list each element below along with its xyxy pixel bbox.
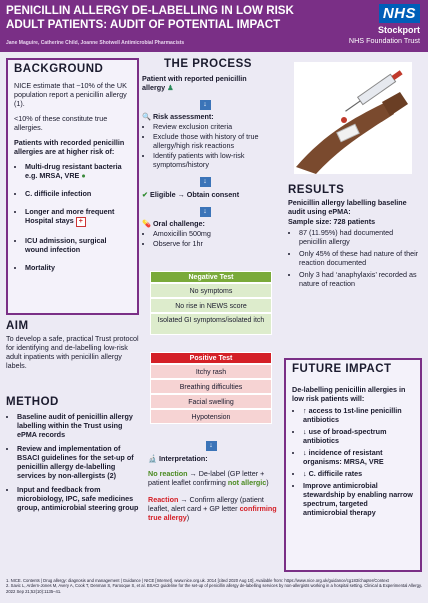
arrow-down-icon: ↓ bbox=[200, 177, 211, 187]
poster-title bbox=[6, 4, 356, 32]
future-item: • Improve antimicrobial stewardship by enabling narrow spectrum, targeted antimicrobial therapy bbox=[303, 481, 414, 517]
check-icon: ✔ bbox=[142, 190, 149, 199]
person-icon: ♟ bbox=[167, 83, 174, 92]
future-item: • ↓ C. difficile rates bbox=[303, 469, 414, 478]
risk-assessment-item: • Identify patients with low-risk symptoms/history bbox=[153, 151, 275, 169]
risk-item: • Longer and more frequent Hospital stays + bbox=[25, 207, 131, 227]
future-item: • ↑ access to 1st-line penicillin antibiotics bbox=[303, 406, 414, 424]
method-item: • Review and implementation of BSACI guidelines for the set-up of penicillin allergy de-labelling services by non-allergists (2) bbox=[17, 444, 142, 480]
results-item: • Only 3 had ‘anaphylaxis’ recorded as nature of reaction bbox=[299, 270, 420, 288]
negative-test-table bbox=[150, 271, 272, 335]
title-line-1: PENICILLIN ALLERGY DE-LABELLING IN LOW RISK bbox=[6, 4, 294, 17]
oral-challenge-title: 💊 Oral challenge: bbox=[142, 219, 205, 228]
no-reaction-outcome: No reaction → De-label (GP letter + patient leaflet confirming not allergic) bbox=[148, 469, 269, 487]
method-item: • Input and feedback from microbiology, IPC, safe medicines group, antimicrobial steering group bbox=[17, 485, 142, 512]
results-heading: RESULTS bbox=[288, 184, 345, 196]
org-subtitle: NHS Foundation Trust bbox=[348, 36, 420, 45]
future-intro: De-labelling penicillin allergies in low risk patients will: bbox=[292, 385, 406, 403]
future-item: • ↓ use of broad-spectrum antibiotics bbox=[303, 427, 414, 445]
microscope-icon: 🔬 bbox=[148, 454, 157, 463]
background-para-2: <10% of these constitute true allergies. bbox=[14, 114, 108, 132]
background-para-3: Patients with recorded penicillin allergies are at higher risk of: bbox=[14, 138, 125, 156]
risk-item: • ICU admission, surgical wound infection bbox=[25, 236, 131, 254]
arm-syringe-image bbox=[286, 62, 420, 174]
future-heading: FUTURE IMPACT bbox=[292, 363, 392, 375]
reference-item: 2. Savic L, Ardern-Jones M, Avery A, Cook T, Denman S, Farooque S, et al. BSACI guideline for the set-up of penicillin allergy de-labelling services by non-allergists working in a hospital setting. Clinical & Experimental Allergy. 2022 Sep 21;52(10):1135–41. bbox=[6, 583, 422, 594]
positive-test-row: Breathing difficulties bbox=[150, 379, 272, 394]
aim-heading: AIM bbox=[6, 320, 29, 332]
background-para-1: NICE estimate that ~10% of the UK population report a penicillin allergy (1). bbox=[14, 81, 127, 108]
method-section bbox=[6, 396, 142, 515]
future-item: • ↓ incidence of resistant organisms: MRSA, VRE bbox=[303, 448, 414, 466]
risk-assessment-list bbox=[142, 122, 275, 169]
negative-test-header: Negative Test bbox=[150, 271, 272, 283]
process-section bbox=[142, 58, 286, 249]
positive-test-row: Hypotension bbox=[150, 409, 272, 424]
risk-assessment-title: 🔍 Risk assessment: bbox=[142, 112, 214, 121]
risk-item: • C. difficile infection bbox=[25, 189, 131, 198]
interpretation-title: 🔬 Interpretation: bbox=[148, 454, 208, 463]
method-heading: METHOD bbox=[6, 396, 59, 408]
negative-test-row: No rise in NEWS score bbox=[150, 298, 272, 313]
background-heading: BACKGROUND bbox=[14, 63, 104, 75]
background-box bbox=[6, 58, 139, 315]
eligible-step: ✔ Eligible → Obtain consent bbox=[142, 190, 240, 199]
magnifier-icon: 🔍 bbox=[142, 112, 151, 121]
positive-test-header: Positive Test bbox=[150, 352, 272, 364]
pill-icon: 💊 bbox=[142, 219, 151, 228]
arrow-down-icon: ↓ bbox=[206, 441, 217, 451]
oral-challenge-item: • Observe for 1hr bbox=[153, 239, 286, 248]
oral-challenge-list bbox=[142, 229, 286, 248]
aim-section bbox=[6, 320, 142, 370]
future-list bbox=[292, 406, 414, 517]
reference-item: 1. NICE. Contents | Drug allergy: diagnosis and management | Guidance | NICE [Internet]. www.nice.org.uk. 2014 [cited 2020 Aug 10]. Available from: https://www.nice.org.uk/guidance/cg183/chapter/Context bbox=[6, 578, 389, 583]
references bbox=[6, 578, 422, 594]
results-intro: Penicillin allergy labelling baseline audit using ePMA: bbox=[288, 198, 407, 216]
negative-test-row: No symptoms bbox=[150, 283, 272, 298]
positive-test-row: Itchy rash bbox=[150, 364, 272, 379]
reaction-outcome: Reaction → Confirm allergy (patient leaflet, alert card + GP letter confirming true allergy) bbox=[148, 495, 277, 522]
arrow-down-icon: ↓ bbox=[200, 207, 211, 217]
positive-test-table bbox=[150, 352, 272, 424]
arrow-down-icon: ↓ bbox=[200, 100, 211, 110]
risk-assessment-item: • Exclude those with history of true allergy/high risk reactions bbox=[153, 132, 275, 150]
positive-test-row: Facial swelling bbox=[150, 394, 272, 409]
results-item: • 87 (11.95%) had documented penicillin allergy bbox=[299, 228, 420, 246]
aim-text: To develop a safe, practical Trust protocol for identifying and de-labelling low-risk adult inpatients with penicillin allergy labels. bbox=[6, 334, 139, 370]
oral-challenge-item: • Amoxicillin 500mg bbox=[153, 229, 286, 238]
results-item: • Only 45% of these had nature of their reaction documented bbox=[299, 249, 420, 267]
risk-list bbox=[14, 162, 131, 272]
future-impact-box bbox=[284, 358, 422, 572]
bacteria-icon: ● bbox=[81, 171, 86, 180]
org-name: Stockport bbox=[377, 25, 420, 35]
risk-item: • Multi-drug resistant bacteria e.g. MRSA, VRE ● bbox=[25, 162, 131, 180]
hospital-icon: + bbox=[76, 217, 86, 227]
method-item: • Baseline audit of penicillin allergy labelling within the Trust using ePMA records bbox=[17, 412, 142, 439]
nhs-logo: NHS bbox=[379, 4, 420, 23]
interpretation-section bbox=[148, 434, 278, 522]
risk-item: • Mortality bbox=[25, 263, 131, 272]
authors: Jane Maguire, Catherine Child, Joanne Shotwell Antimicrobial Pharmacists bbox=[6, 40, 185, 46]
results-section bbox=[288, 184, 420, 291]
method-list bbox=[6, 412, 142, 512]
process-start: Patient with reported penicillin allergy ♟ bbox=[142, 74, 247, 92]
results-list bbox=[288, 228, 420, 288]
process-heading: THE PROCESS bbox=[164, 58, 252, 70]
risk-assessment-item: • Review exclusion criteria bbox=[153, 122, 275, 131]
title-line-2: ADULT PATIENTS: AUDIT OF POTENTIAL IMPACT bbox=[6, 18, 281, 31]
results-sample: Sample size: 728 patients bbox=[288, 217, 376, 226]
negative-test-row: Isolated GI symptoms/isolated itch bbox=[150, 313, 272, 335]
